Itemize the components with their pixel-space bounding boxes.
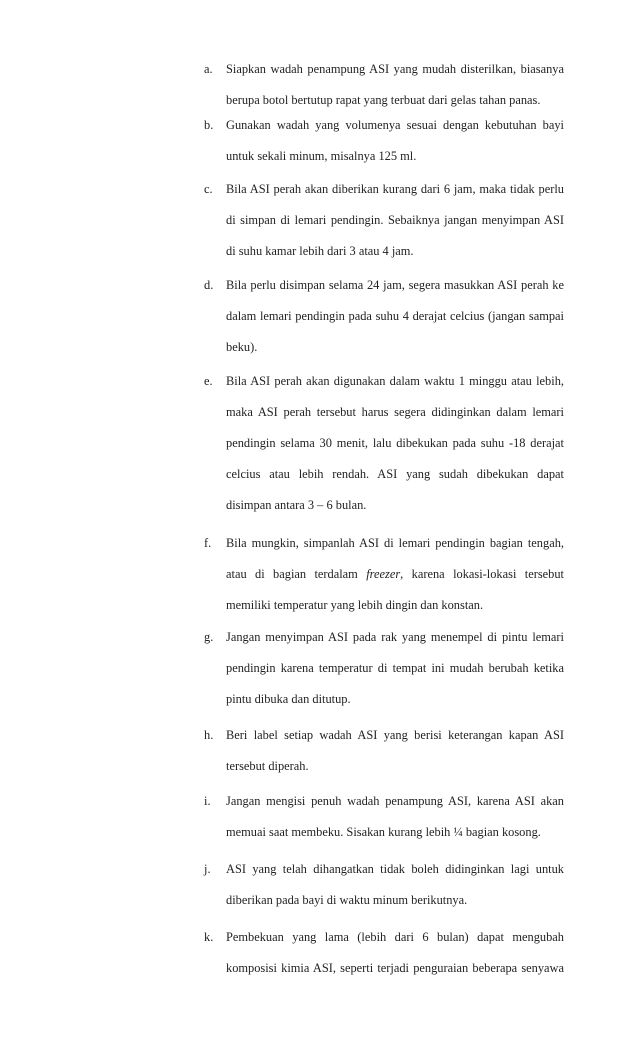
list-marker: g. bbox=[204, 630, 214, 644]
list-item-text bbox=[226, 110, 564, 172]
list-item-text bbox=[226, 922, 564, 984]
text-fragment: atau di bagian terdalam bbox=[226, 567, 367, 581]
text-line: dalam lemari pendingin pada suhu 4 derajat celcius (jangan sampai bbox=[226, 309, 564, 323]
text-line: pendingin karena temperatur di tempat ini mudah berubah ketika bbox=[226, 661, 564, 675]
text-line: Bila perlu disimpan selama 24 jam, segera masukkan ASI perah ke bbox=[226, 278, 564, 292]
list-item-g bbox=[204, 622, 564, 715]
list-item-f bbox=[204, 528, 564, 621]
list-marker: f. bbox=[204, 536, 212, 550]
text-line: berupa botol bertutup rapat yang terbuat dari gelas tahan panas. bbox=[226, 93, 541, 107]
list-item-text bbox=[226, 528, 564, 621]
list-item-text bbox=[226, 786, 564, 848]
text-line: maka ASI perah tersebut harus segera didinginkan dalam lemari bbox=[226, 405, 564, 419]
list-item-text bbox=[226, 720, 564, 782]
text-line: Siapkan wadah penampung ASI yang mudah disterilkan, biasanya bbox=[226, 62, 564, 76]
list-item-e bbox=[204, 366, 564, 521]
list-marker: a. bbox=[204, 62, 213, 76]
text-line: memuai saat membeku. Sisakan kurang lebih ¼ bagian kosong. bbox=[226, 825, 541, 839]
list-item-text bbox=[226, 366, 564, 521]
list-item-text bbox=[226, 174, 564, 267]
text-line: pintu dibuka dan ditutup. bbox=[226, 692, 351, 706]
text-line: di suhu kamar lebih dari 3 atau 4 jam. bbox=[226, 244, 414, 258]
list-item-text bbox=[226, 622, 564, 715]
list-marker: k. bbox=[204, 930, 214, 944]
text-line: disimpan antara 3 – 6 bulan. bbox=[226, 498, 367, 512]
list-item-text bbox=[226, 54, 564, 116]
text-line: Bila mungkin, simpanlah ASI di lemari pendingin bagian tengah, bbox=[226, 536, 564, 550]
list-marker: h. bbox=[204, 728, 214, 742]
text-line: beku). bbox=[226, 340, 258, 354]
list-item-h bbox=[204, 720, 564, 782]
list-item-i bbox=[204, 786, 564, 848]
text-line: Bila ASI perah akan digunakan dalam waktu 1 minggu atau lebih, bbox=[226, 374, 564, 388]
text-line bbox=[226, 559, 564, 590]
text-line: pendingin selama 30 menit, lalu dibekukan pada suhu -18 derajat bbox=[226, 436, 564, 450]
text-line: untuk sekali minum, misalnya 125 ml. bbox=[226, 149, 417, 163]
text-line: Beri label setiap wadah ASI yang berisi keterangan kapan ASI bbox=[226, 728, 564, 742]
text-fragment: , karena lokasi-lokasi tersebut bbox=[400, 567, 564, 581]
text-line: Jangan menyimpan ASI pada rak yang menempel di pintu lemari bbox=[226, 630, 564, 644]
list-item-k bbox=[204, 922, 564, 984]
list-marker: d. bbox=[204, 278, 214, 292]
italic-term: freezer bbox=[366, 567, 401, 581]
list-item-text bbox=[226, 854, 564, 916]
list-item-j bbox=[204, 854, 564, 916]
text-line: Jangan mengisi penuh wadah penampung ASI, karena ASI akan bbox=[226, 794, 564, 808]
list-item-c bbox=[204, 174, 564, 267]
list-marker: c. bbox=[204, 182, 213, 196]
text-line: Gunakan wadah yang volumenya sesuai dengan kebutuhan bayi bbox=[226, 118, 564, 132]
list-marker: i. bbox=[204, 794, 211, 808]
list-item-a bbox=[204, 54, 564, 116]
list-marker: b. bbox=[204, 118, 214, 132]
text-line: Pembekuan yang lama (lebih dari 6 bulan) dapat mengubah bbox=[226, 930, 564, 944]
text-line: diberikan pada bayi di waktu minum berikutnya. bbox=[226, 893, 468, 907]
text-line: Bila ASI perah akan diberikan kurang dari 6 jam, maka tidak perlu bbox=[226, 182, 564, 196]
text-line: memiliki temperatur yang lebih dingin dan konstan. bbox=[226, 598, 484, 612]
text-line: komposisi kimia ASI, seperti terjadi penguraian beberapa senyawa bbox=[226, 961, 564, 975]
list-marker: j. bbox=[204, 862, 211, 876]
list-marker: e. bbox=[204, 374, 213, 388]
text-line: ASI yang telah dihangatkan tidak boleh didinginkan lagi untuk bbox=[226, 862, 564, 876]
list-item-d bbox=[204, 270, 564, 363]
text-line: tersebut diperah. bbox=[226, 759, 309, 773]
text-line: celcius atau lebih rendah. ASI yang sudah dibekukan dapat bbox=[226, 467, 564, 481]
list-item-b bbox=[204, 110, 564, 172]
text-line: di simpan di lemari pendingin. Sebaiknya jangan menyimpan ASI bbox=[226, 213, 564, 227]
list-item-text bbox=[226, 270, 564, 363]
